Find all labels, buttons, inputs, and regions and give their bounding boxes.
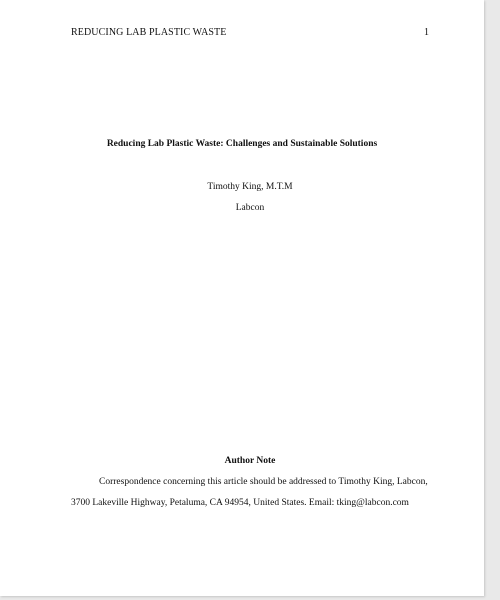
- author-note-text-line-1: Correspondence concerning this article should be addressed to Timothy King, Labcon,: [99, 477, 428, 487]
- paper-title: Reducing Lab Plastic Waste: Challenges and Sustainable Solutions: [106, 139, 378, 149]
- author-affiliation: Labcon: [235, 203, 265, 213]
- running-head: REDUCING LAB PLASTIC WASTE: [71, 27, 227, 38]
- author-note-text-line-2: 3700 Lakeville Highway, Petaluma, CA 94954, United States. Email: tking@labcon.com: [71, 498, 409, 508]
- author-name: Timothy King, M.T.M: [207, 182, 293, 192]
- author-note-heading: Author Note: [224, 456, 276, 466]
- page-number: 1: [424, 27, 429, 38]
